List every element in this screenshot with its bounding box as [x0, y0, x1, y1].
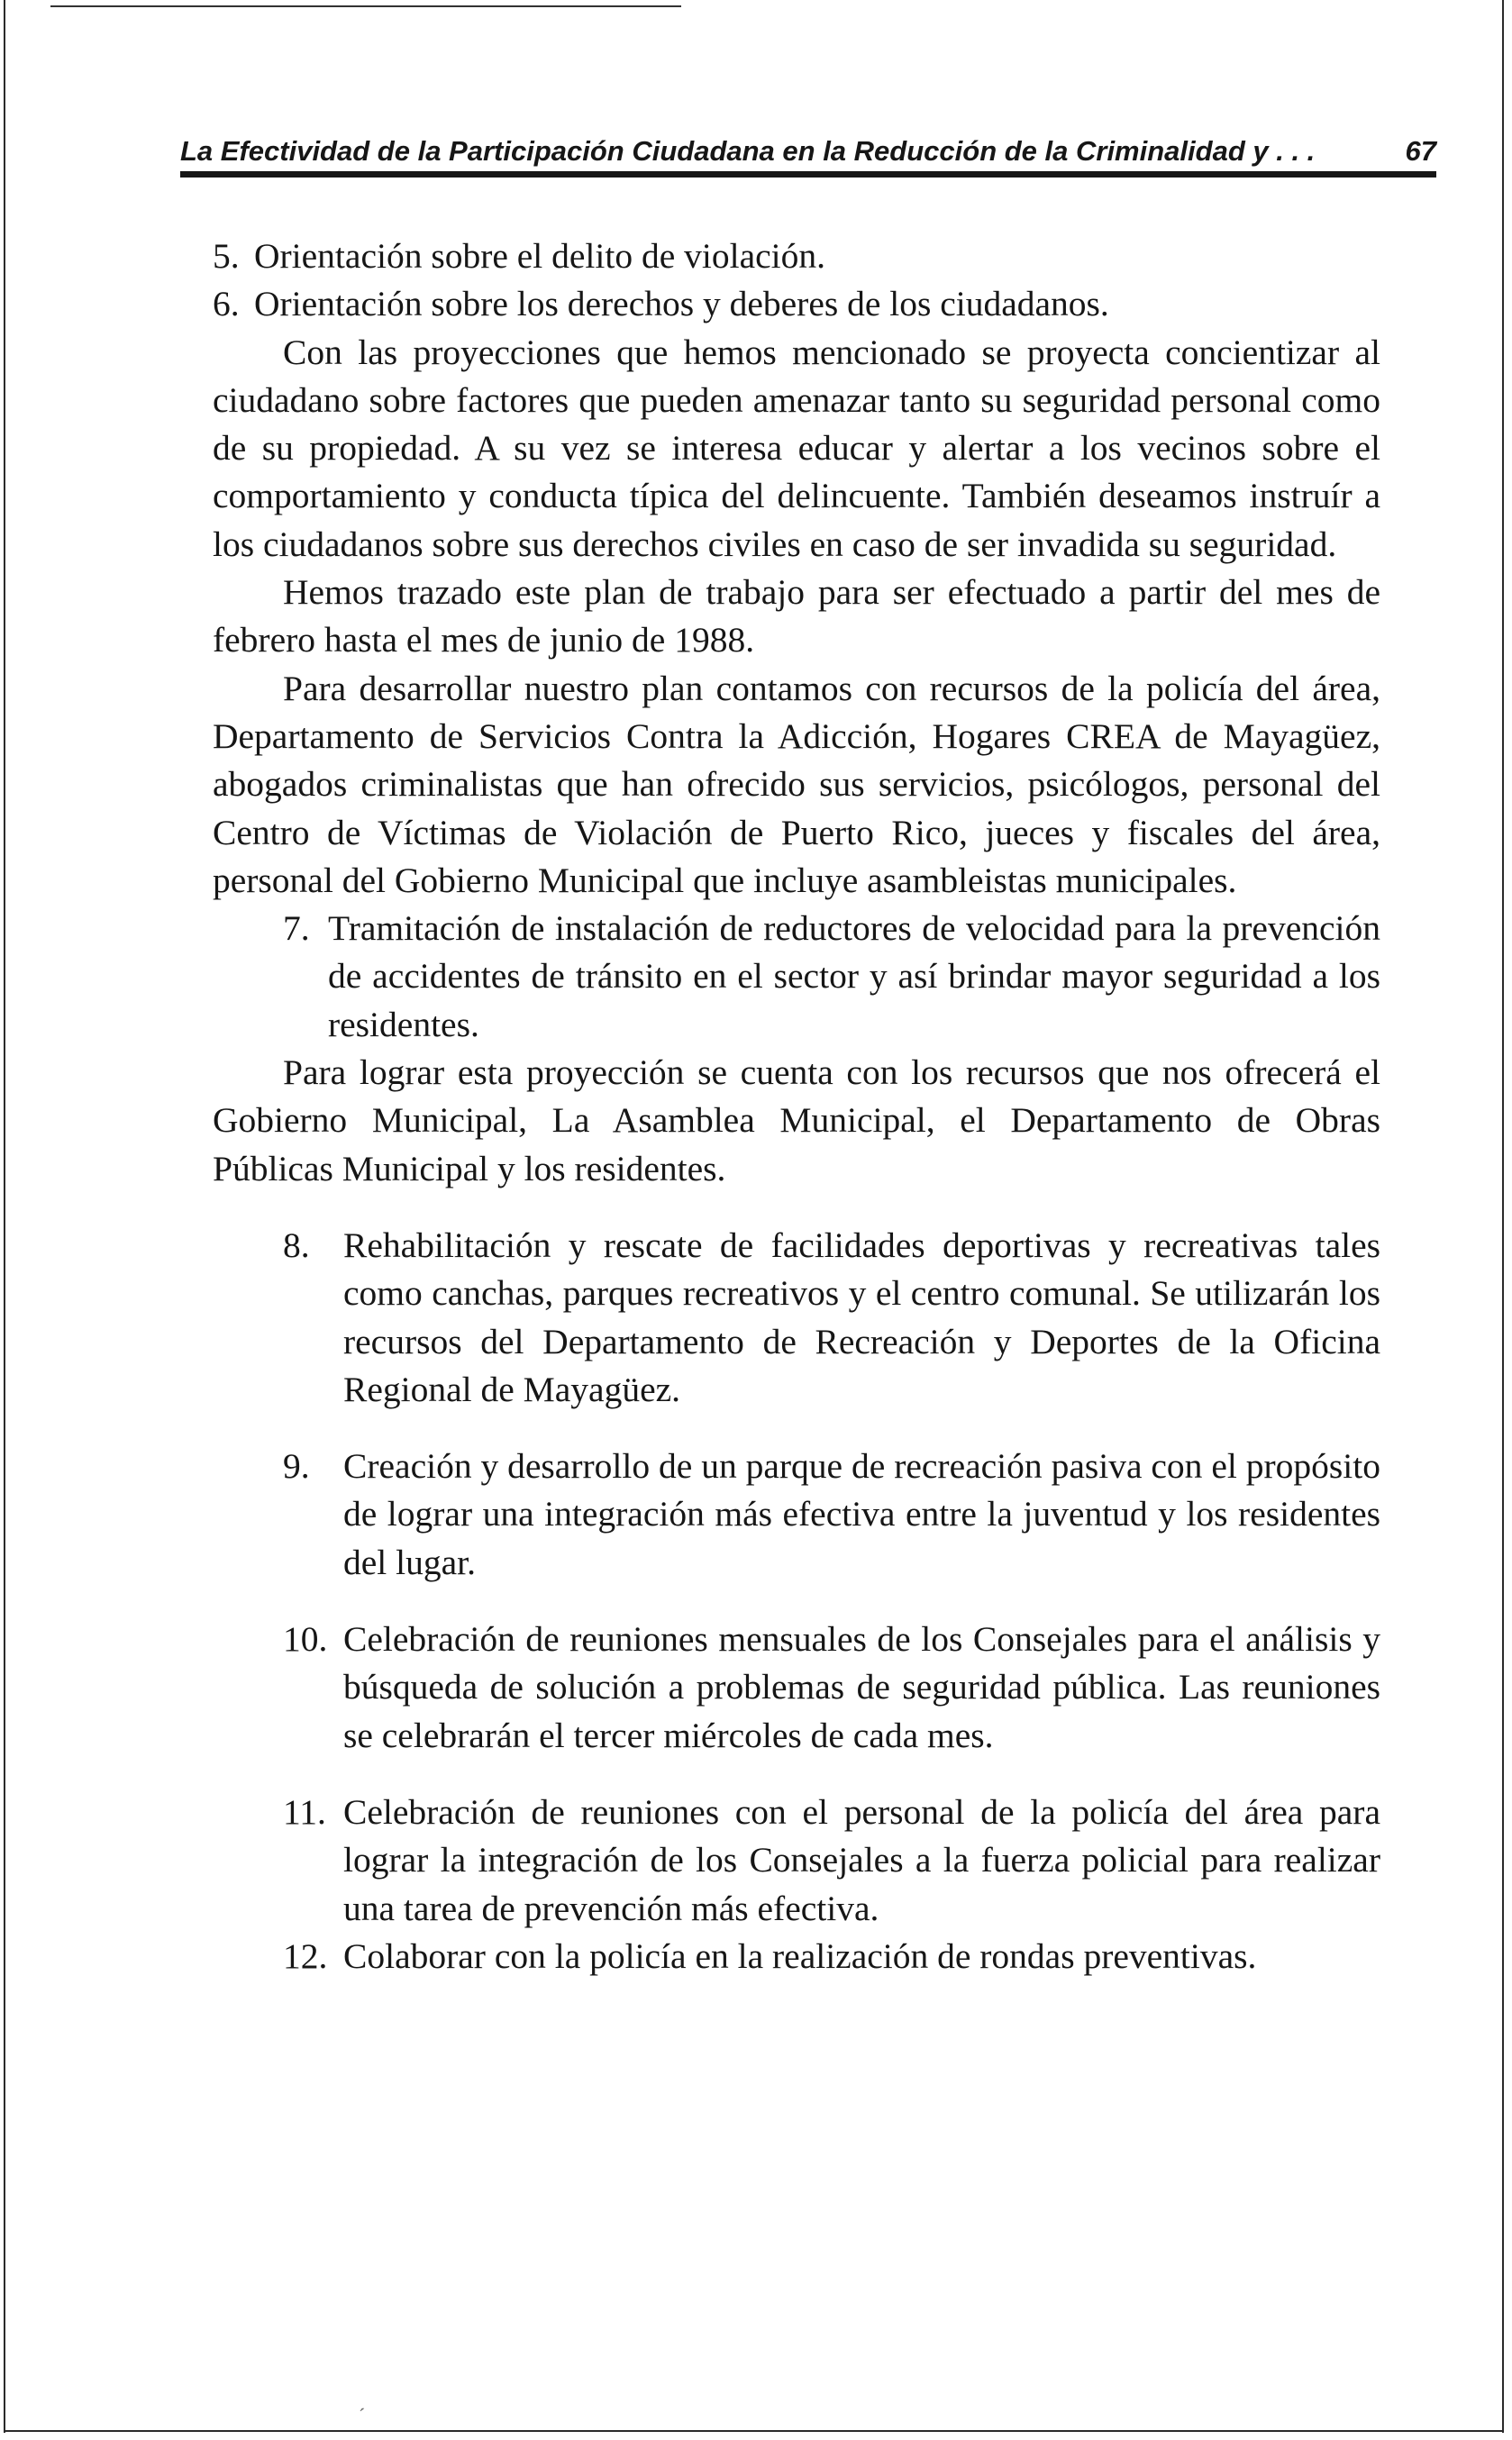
list-item-12 [213, 1933, 1380, 1980]
page-left-border [4, 0, 5, 2433]
list-item-number: 10. [283, 1619, 328, 1660]
paragraph-recursos: Para desarrollar nuestro plan contamos con recursos de la policía del área, Departamento de Servicios Contra la Adicción, Hogares CREA de Mayagüez, abogados criminalistas que han ofrecido sus servicios, psicólogos, personal del Centro de Víctimas de Violación de Puerto Rico, jueces y fiscales del área, personal del Gobierno Municipal que incluye asambleistas municipales. [213, 668, 1380, 900]
list-item-number: 9. [283, 1446, 310, 1487]
list-item-number: 6. [213, 284, 240, 324]
list-item-text: Tramitación de instalación de reductores de velocidad para la prevención de accidentes de tránsito en el sector y así brindar mayor seguridad a los residentes. [328, 908, 1380, 1044]
list-item-7 [283, 905, 1380, 1049]
list-item-11 [213, 1789, 1380, 1933]
list-item-text: Rehabilitación y rescate de facilidades deportivas y recreativas tales como canchas, parques recreativos y el centro comunal. Se utilizarán los recursos del Departamento de Recreación y Deportes de la Oficina Regional de Mayagüez. [343, 1225, 1380, 1409]
paragraph-plan-trabajo: Hemos trazado este plan de trabajo para ser efectuado a partir del mes de febrero hasta el mes de junio de 1988. [213, 572, 1380, 660]
list-item-text: Creación y desarrollo de un parque de recreación pasiva con el propósito de lograr una integración más efectiva entre la juventud y los residentes del lugar. [343, 1446, 1380, 1582]
list-item-text: Orientación sobre el delito de violación. [254, 236, 825, 276]
scan-stray-mark: ´ [359, 2404, 366, 2426]
list-item-number: 8. [283, 1225, 310, 1265]
scan-top-rule [50, 5, 681, 7]
page-number: 67 [1405, 135, 1436, 167]
list-item-number: 12. [283, 1935, 328, 1976]
list-item-text: Celebración de reuniones con el personal de la policía del área para lograr la integración de los Consejales a la fuerza policial para realizar una tarea de prevención más efectiva. [343, 1791, 1380, 1928]
paragraph-proyeccion-recursos: Para lograr esta proyección se cuenta con los recursos que nos ofrecerá el Gobierno Municipal, La Asamblea Municipal, el Departamento de Obras Públicas Municipal y los residentes. [213, 1052, 1380, 1188]
running-header-title: La Efectividad de la Participación Ciudadana en la Reducción de la Criminalidad y . . . [180, 135, 1316, 167]
list-item-5 [213, 232, 1380, 280]
list-item-text: Celebración de reuniones mensuales de los Consejales para el análisis y búsqueda de solución a problemas de seguridad pública. Las reuniones se celebrarán el tercer miércoles de cada mes. [343, 1619, 1380, 1755]
list-item-number: 5. [213, 236, 240, 276]
list-item-text: Orientación sobre los derechos y deberes de los ciudadanos. [254, 284, 1109, 324]
page-right-border [1502, 0, 1504, 2433]
page-bottom-border [4, 2430, 1504, 2432]
running-header [180, 133, 1436, 178]
page-body [213, 232, 1380, 1980]
paragraph-proyecciones: Con las proyecciones que hemos mencionado se proyecta concientizar al ciudadano sobre factores que pueden amenazar tanto su seguridad personal como de su propiedad. A su vez se interesa educar y alertar a los vecinos sobre el comportamiento y conducta típica del delincuente. También deseamos instruír a los ciudadanos sobre sus derechos civiles en caso de ser invadida su seguridad. [213, 332, 1380, 564]
list-item-6 [213, 280, 1380, 328]
list-item-10 [213, 1616, 1380, 1760]
list-item-number: 11. [283, 1791, 326, 1832]
list-item-9 [213, 1443, 1380, 1587]
list-item-8 [213, 1222, 1380, 1414]
list-item-text: Colaborar con la policía en la realización de rondas preventivas. [343, 1935, 1257, 1976]
list-item-number: 7. [283, 908, 310, 949]
